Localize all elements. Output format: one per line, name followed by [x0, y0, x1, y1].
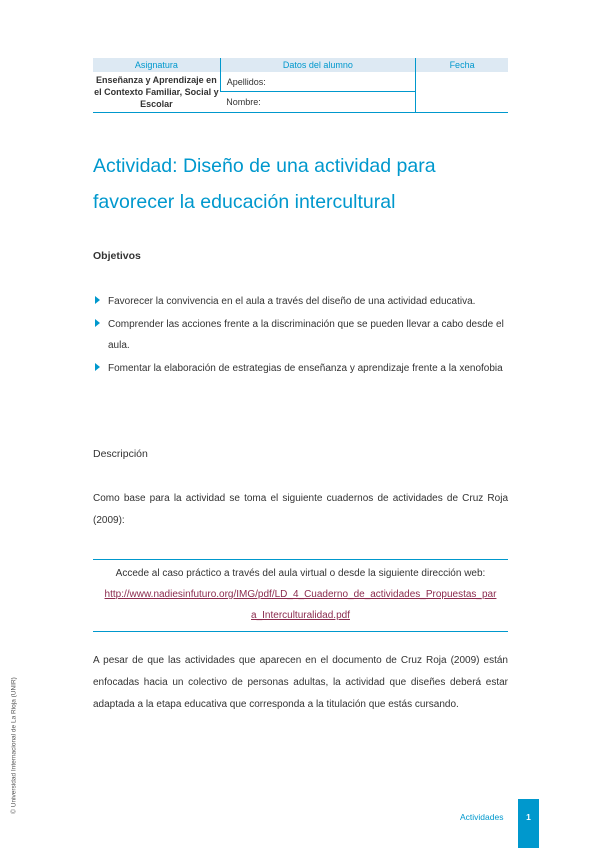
- col-subject: Asignatura: [93, 58, 220, 72]
- closing-text: A pesar de que las actividades que aparecen en el documento de Cruz Roja (2009) están enfocadas hacia un colectivo de personas adultas, la actividad que diseñes deberá estar adaptada a la etapa educativa que corresponda a la titulación que estás cursando.: [93, 655, 508, 710]
- list-item: Favorecer la convivencia en el aula a través del diseño de una actividad educativa.: [93, 291, 508, 312]
- date-field[interactable]: [416, 72, 508, 113]
- col-student: Datos del alumno: [220, 58, 415, 72]
- subject-value: Enseñanza y Aprendizaje en el Contexto Familiar, Social y Escolar: [93, 72, 220, 113]
- col-date: Fecha: [416, 58, 508, 72]
- sidebar-copyright: © Universidad Internacional de La Rioja (UNIR): [10, 677, 18, 814]
- page-title: Actividad: Diseño de una actividad para favorecer la educación intercultural: [93, 155, 436, 213]
- header-table: [93, 58, 508, 113]
- triangle-bullet-icon: [95, 319, 100, 327]
- callout-lead: Accede al caso práctico a través del aula virtual o desde la siguiente dirección web:: [115, 568, 486, 579]
- triangle-bullet-icon: [95, 363, 100, 371]
- description-heading: Descripción: [93, 448, 148, 460]
- objectives-list: [93, 291, 508, 381]
- surname-field[interactable]: Apellidos:: [220, 72, 415, 92]
- page-number-badge: 1: [518, 799, 539, 848]
- description-text: Como base para la actividad se toma el siguiente cuadernos de actividades de Cruz Roja (2009):: [93, 493, 508, 526]
- triangle-bullet-icon: [95, 296, 100, 304]
- callout-box: [93, 559, 508, 632]
- objectives-heading: Objetivos: [93, 250, 141, 262]
- activity-link[interactable]: http://www.nadiesinfuturo.org/IMG/pdf/LD_4_Cuaderno_de_actividades_Propuestas_para_Interculturalidad.pdf: [104, 589, 497, 621]
- list-item: Comprender las acciones frente a la discriminación que se pueden llevar a cabo desde el aula.: [93, 314, 508, 356]
- list-item: Fomentar la elaboración de estrategias de enseñanza y aprendizaje frente a la xenofobia: [93, 358, 508, 379]
- name-field[interactable]: Nombre:: [220, 92, 415, 113]
- footer-section-label: Actividades: [460, 812, 504, 822]
